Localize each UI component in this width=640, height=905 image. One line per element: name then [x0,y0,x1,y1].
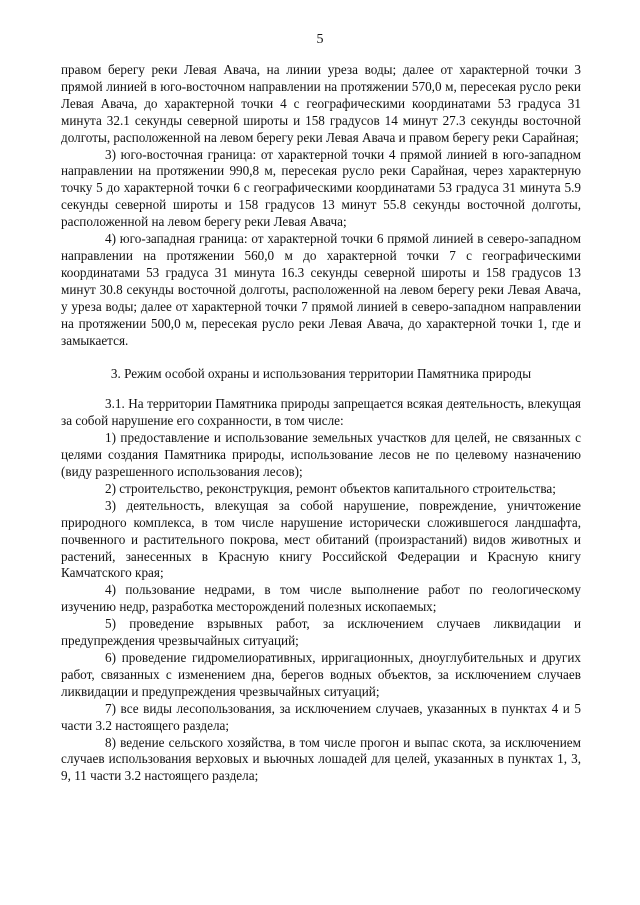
list-item-5: 5) проведение взрывных работ, за исключением случаев ликвидации и предупреждения чрезвычайных ситуаций; [61,616,581,649]
section-heading: 3. Режим особой охраны и использования территории Памятника природы [110,366,532,382]
list-item-3: 3) деятельность, влекущая за собой нарушение, повреждение, уничтожение природного комплекса, в том числе нарушение исторически сложившегося ландшафта, почвенного и растительного покрова, мест обитаний (произрастаний) видов животных и растений, занесенных в Красную книгу Российской Федерации и Красную книгу Камчатского края; [61,497,581,581]
paragraph-southwest-boundary: 4) юго-западная граница: от характерной точки 6 прямой линией в северо-западном направлении на протяжении 560,0 м до характерной точки 7 с географическими координатами 53 градуса 31 минута 16.3 секунды северной широты и 158 градусов 13 минут 30.8 секунды восточной долготы, расположенной на левом берегу реки Левая Авача, у уреза воды; далее от характерной точки 7 прямой линией в северо-западном направлении на протяжении 500,0 м, пересекая русло реки Левая Авача, до характерной точки 1, где и замыкается. [61,231,581,348]
list-item-8: 8) ведение сельского хозяйства, в том числе прогон и выпас скота, за исключением случаев использования верховых и вьючных лошадей для целей, указанных в пунктах 1, 3, 9, 11 части 3.2 настоящего раздела; [61,734,581,784]
list-item-1: 1) предоставление и использование земельных участков для целей, не связанных с целями создания Памятника природы, использование лесов не по целевому назначению (виду разрешенного использования лесов); [61,430,581,480]
list-item-7: 7) все виды лесопользования, за исключением случаев, указанных в пунктах 4 и 5 части 3.2 настоящего раздела; [61,700,581,733]
list-item-4: 4) пользование недрами, в том числе выполнение работ по геологическому изучению недр, разработка месторождений полезных ископаемых; [61,582,581,615]
list-item-2: 2) строительство, реконструкция, ремонт объектов капитального строительства; [105,480,556,496]
page-number: 5 [316,32,324,47]
paragraph-3-1: 3.1. На территории Памятника природы запрещается всякая деятельность, влекущая за собой нарушение его сохранности, в том числе: [61,396,581,429]
paragraph-continuation: правом берегу реки Левая Авача, на линии уреза воды; далее от характерной точки 3 прямой линией в юго-восточном направлении на протяжении 570,0 м, пересекая русло реки Левая Авача, до характерной точки 4 с географическими координатами 53 градуса 31 минута 32.1 секунды северной широты и 158 градусов 14 минут 27.3 секунды восточной долготы, расположенной на левом берегу реки Левая Авача и правом берегу реки Сарайная; [61,62,581,145]
document-body [61,62,581,785]
list-item-6: 6) проведение гидромелиоративных, ирригационных, дноуглубительных и других работ, связанных с изменением дна, берегов водных объектов, за исключением случаев ликвидации и предупреждения чрезвычайных ситуаций; [61,650,581,699]
paragraph-southeast-boundary: 3) юго-восточная граница: от характерной точки 4 прямой линией в юго-западном направлении на протяжении 990,8 м, пересекая русло реки Сарайная, через характерную точку 5 до характерной точки 6 с географическими координатами 53 градуса 31 минута 5.9 секунды северной широты и 158 градусов 13 минут 55.8 секунды восточной долготы, расположенной на левом берегу реки Левая Авача; [61,146,581,230]
